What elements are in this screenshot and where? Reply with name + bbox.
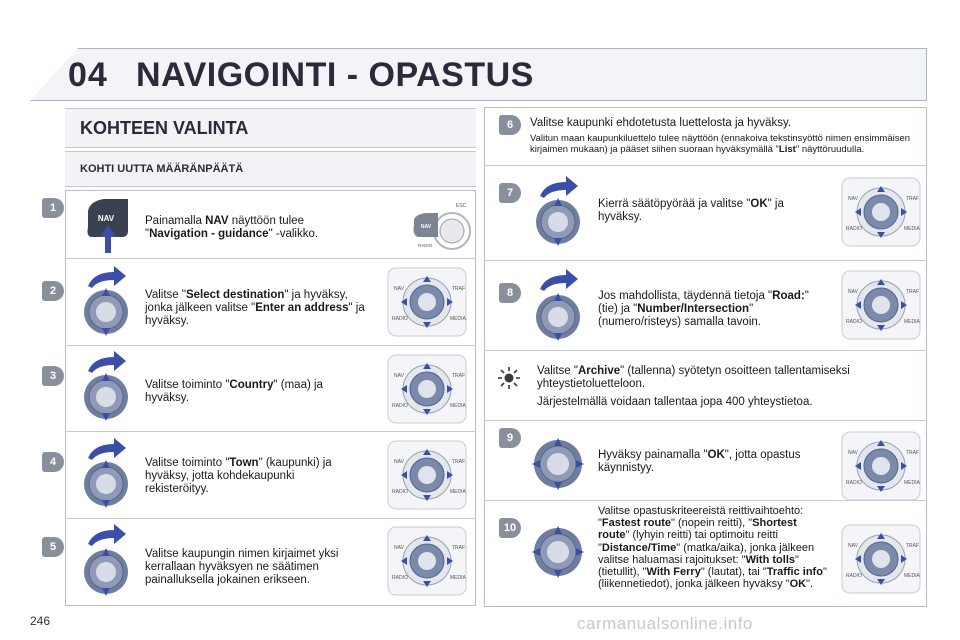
step-text-4: Valitse toiminto "Town" (kaupunki) ja hyväksy, jotta kohdekaupunki rekisteröityy. <box>145 457 332 495</box>
panel-label: TRAF <box>452 459 466 465</box>
nav-button-icon <box>82 197 134 257</box>
panel-label: RADIO <box>392 489 408 495</box>
panel-label: RADIO <box>392 575 408 581</box>
step-badge-4: 4 <box>42 452 64 472</box>
control-panel-thumbnail <box>838 426 924 506</box>
step-note-6: Valitun maan kaupunkiluettelo tulee näyttöön (ennakoiva tekstinsyöttö nimen ensimmäisen kirjaimen mukaan) ja pääset siihen suoraan hyväksymällä "List" näyttöruudulla. <box>530 133 911 155</box>
rotary-knob-icon <box>78 262 138 342</box>
panel-label: TRAF <box>452 286 466 292</box>
step-badge-10: 10 <box>499 518 521 538</box>
panel-label: MEDIA <box>450 403 466 409</box>
step-badge-1: 1 <box>42 198 64 218</box>
step-text-1: Painamalla NAV näyttöön tulee "Navigation - guidance" -valikko. <box>145 215 319 240</box>
separator <box>65 345 476 346</box>
step-text-6: Valitse kaupunki ehdotetusta luettelosta ja hyväksy. <box>530 117 792 129</box>
panel-label: NAV <box>848 196 858 202</box>
panel-label: MEDIA <box>450 316 466 322</box>
control-panel-thumbnail <box>838 265 924 345</box>
panel-label: MEDIA <box>450 489 466 495</box>
panel-label: NAV <box>394 373 404 379</box>
section-title: KOHTEEN VALINTA <box>80 118 249 138</box>
step-text-5: Valitse kaupungin nimen kirjaimet yksi kerrallaan hyväksyen ne säätimen painalluksella jokainen erikseen. <box>145 548 339 586</box>
separator <box>484 165 927 166</box>
panel-label: RADIO <box>846 480 862 486</box>
rotary-knob-icon <box>78 347 138 427</box>
step-badge-8: 8 <box>499 283 521 303</box>
panel-label: RADIO <box>846 226 862 232</box>
panel-label: RADIO <box>392 403 408 409</box>
subsection-title: KOHTI UUTTA MÄÄRÄNPÄÄTÄ <box>80 163 244 175</box>
step-text-2: Valitse "Select destination" ja hyväksy, jonka jälkeen valitse "Enter an address" ja hyväksy. <box>145 289 365 327</box>
svg-text:RADIO: RADIO <box>418 243 433 248</box>
control-panel-thumbnail <box>384 262 470 342</box>
rotary-knob-icon <box>530 265 590 347</box>
panel-label: MEDIA <box>904 319 920 325</box>
separator <box>65 258 476 259</box>
watermark: carmanualsonline.info <box>577 614 753 633</box>
step-badge-7: 7 <box>499 183 521 203</box>
chapter-number: 04 <box>68 56 108 94</box>
control-panel-thumbnail <box>384 521 470 601</box>
step-text-10: Valitse opastuskriteereistä reittivaihtoehto: "Fastest route" (nopein reitti), "Shortest route" (lyhyin reitti) tai optimoitu reitti "Distance/Time" (matka/aika), jonka jälkeen valitse haluamasi rajoitukset: "With tolls" (tietullit), "With Ferry" (lautat), tai "Traffic info" (liikennetiedot), jonka jälkeen hyväksy "OK". <box>598 505 827 591</box>
nav-panel-thumbnail <box>408 195 472 255</box>
panel-label: NAV <box>394 459 404 465</box>
step-badge-3: 3 <box>42 366 64 386</box>
separator <box>484 260 927 261</box>
panel-label: RADIO <box>392 316 408 322</box>
step-text-9: Hyväksy painamalla "OK", jotta opastus käynnistyy. <box>598 449 801 474</box>
panel-label: NAV <box>848 289 858 295</box>
rotary-knob-icon <box>530 432 590 496</box>
control-panel-thumbnail <box>838 172 924 252</box>
control-panel-thumbnail <box>384 349 470 429</box>
svg-text:NAV: NAV <box>97 214 115 223</box>
tip-icon <box>496 365 522 391</box>
panel-label: MEDIA <box>904 480 920 486</box>
panel-label: MEDIA <box>904 573 920 579</box>
panel-label: RADIO <box>846 573 862 579</box>
chapter-title: NAVIGOINTI - OPASTUS <box>136 56 534 94</box>
panel-label: TRAF <box>452 373 466 379</box>
step-badge-6: 6 <box>499 115 521 135</box>
archive-text: Valitse "Archive" (tallenna) syötetyn osoitteen tallentamiseksi yhteystietoluetteloon. <box>537 365 850 390</box>
control-panel-thumbnail <box>838 519 924 599</box>
archive-capacity-text: Järjestelmällä voidaan tallentaa jopa 400 yhteystietoa. <box>537 396 813 408</box>
page-number: 246 <box>30 614 51 628</box>
separator <box>484 420 927 421</box>
panel-label: TRAF <box>906 289 920 295</box>
step-badge-5: 5 <box>42 537 64 557</box>
step-badge-2: 2 <box>42 281 64 301</box>
step-text-3: Valitse toiminto "Country" (maa) ja hyväksy. <box>145 379 323 404</box>
panel-label: TRAF <box>906 196 920 202</box>
panel-label: MEDIA <box>904 226 920 232</box>
rotary-knob-icon <box>530 172 590 252</box>
svg-text:ESC: ESC <box>456 203 467 209</box>
panel-label: NAV <box>394 286 404 292</box>
rotary-knob-icon <box>78 434 138 514</box>
separator <box>65 518 476 519</box>
panel-label: TRAF <box>906 543 920 549</box>
panel-label: NAV <box>848 543 858 549</box>
panel-label: MEDIA <box>450 575 466 581</box>
rotary-knob-icon <box>530 520 590 584</box>
separator <box>484 350 927 351</box>
panel-label: NAV <box>394 545 404 551</box>
control-panel-thumbnail <box>384 435 470 515</box>
separator <box>65 431 476 432</box>
step-text-7: Kierrä säätöpyörää ja valitse "OK" ja hyväksy. <box>598 198 784 223</box>
panel-label: RADIO <box>846 319 862 325</box>
panel-label: TRAF <box>906 450 920 456</box>
panel-label: TRAF <box>452 545 466 551</box>
rotary-knob-icon <box>78 520 138 602</box>
step-text-8: Jos mahdollista, täydennä tietoja "Road:" (tie) ja "Number/Intersection" (numero/risteys) samalla tavoin. <box>598 290 809 328</box>
svg-text:NAV: NAV <box>420 224 432 230</box>
panel-label: NAV <box>848 450 858 456</box>
step-badge-9: 9 <box>499 428 521 448</box>
